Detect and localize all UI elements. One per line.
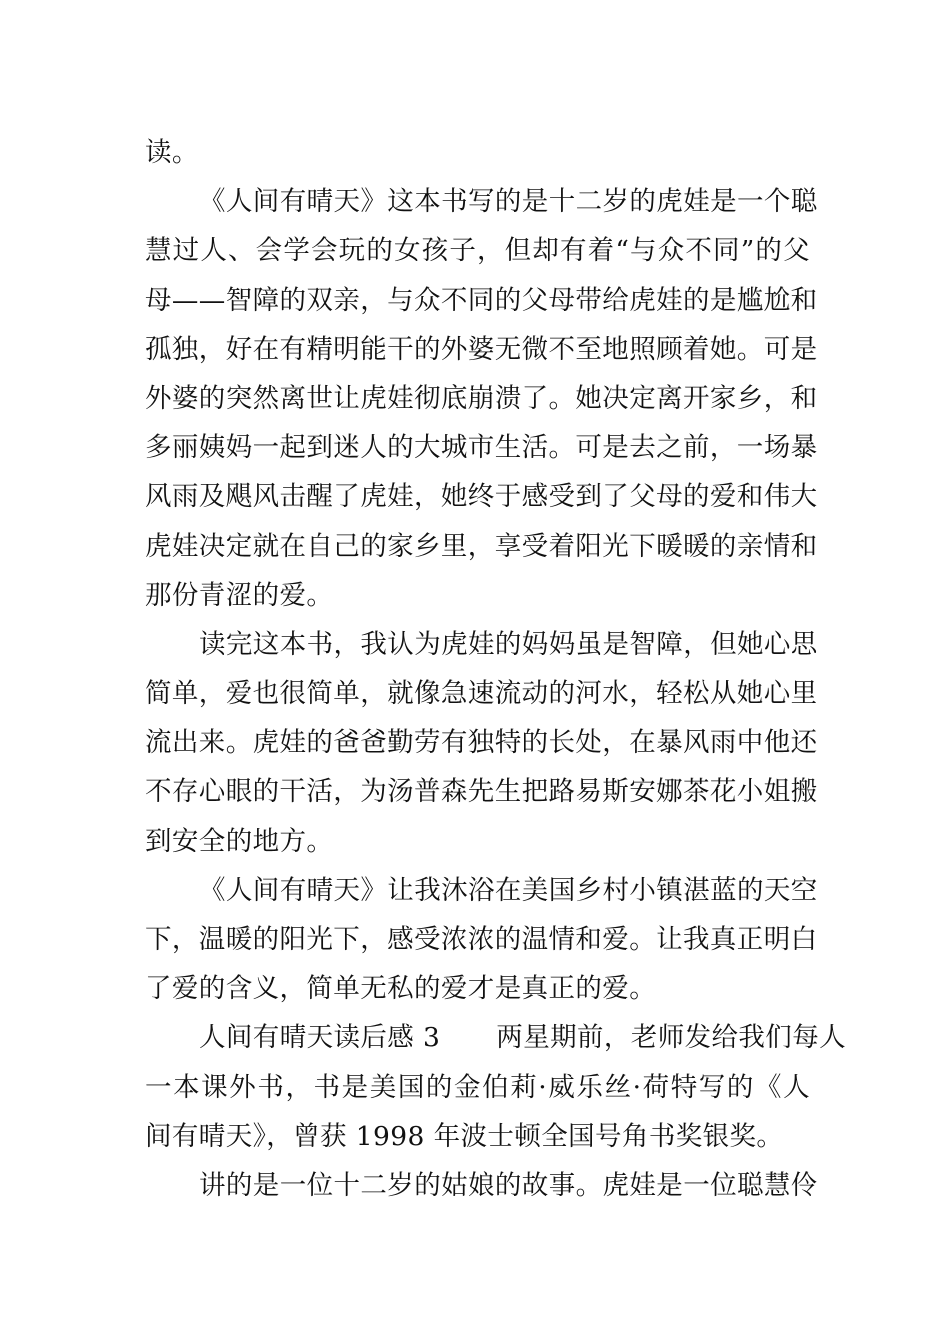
text-line: 间有晴天》，曾获 1998 年波士顿全国号角书奖银奖。	[145, 1120, 784, 1152]
text-line-heading-row	[145, 1013, 846, 1062]
text-line: 讲的是一位十二岁的姑娘的故事。虎娃是一位聪慧伶	[199, 1169, 818, 1201]
text-line: 读。	[145, 137, 199, 168]
text-line: 母——智障的双亲，与众不同的父母带给虎娃的是尴尬和	[145, 284, 818, 316]
text-line: 那份青涩的爱。	[145, 579, 334, 611]
text-line: 两星期前，老师发给我们每人	[496, 1022, 846, 1054]
text-line: 风雨及飓风击醒了虎娃，她终于感受到了父母的爱和伟大	[145, 481, 818, 513]
text-line: 了爱的含义，简单无私的爱才是真正的爱。	[145, 973, 657, 1005]
document-body	[145, 128, 846, 1210]
text-line: 不存心眼的干活，为汤普森先生把路易斯安娜茶花小姐搬	[145, 776, 818, 808]
text-line: 外婆的突然离世让虎娃彻底崩溃了。她决定离开家乡，和	[145, 382, 818, 414]
text-line: 虎娃决定就在自己的家乡里，享受着阳光下暖暖的亲情和	[145, 530, 818, 562]
text-line: 多丽姨妈一起到迷人的大城市生活。可是去之前，一场暴	[145, 432, 818, 464]
text-line: 到安全的地方。	[145, 825, 334, 857]
text-line: 读完这本书，我认为虎娃的妈妈虽是智障，但她心思	[199, 628, 818, 660]
text-line: 孤独，好在有精明能干的外婆无微不至地照顾着她。可是	[145, 333, 818, 365]
text-line: 《人间有晴天》让我沐浴在美国乡村小镇湛蓝的天空	[199, 874, 818, 906]
text-line: 简单，爱也很简单，就像急速流动的河水，轻松从她心里	[145, 678, 818, 710]
text-line: 下，温暖的阳光下，感受浓浓的温情和爱。让我真正明白	[145, 924, 818, 955]
text-line: 一本课外书，书是美国的金伯莉·威乐丝·荷特写的《人	[145, 1071, 810, 1103]
text-line: 慧过人、会学会玩的女孩子，但却有着“与众不同”的父	[145, 235, 810, 267]
text-line: 流出来。虎娃的爸爸勤劳有独特的长处，在暴风雨中他还	[145, 727, 818, 759]
text-line: 《人间有晴天》这本书写的是十二岁的虎娃是一个聪	[199, 186, 818, 218]
section-heading: 人间有晴天读后感 3	[199, 1022, 441, 1054]
